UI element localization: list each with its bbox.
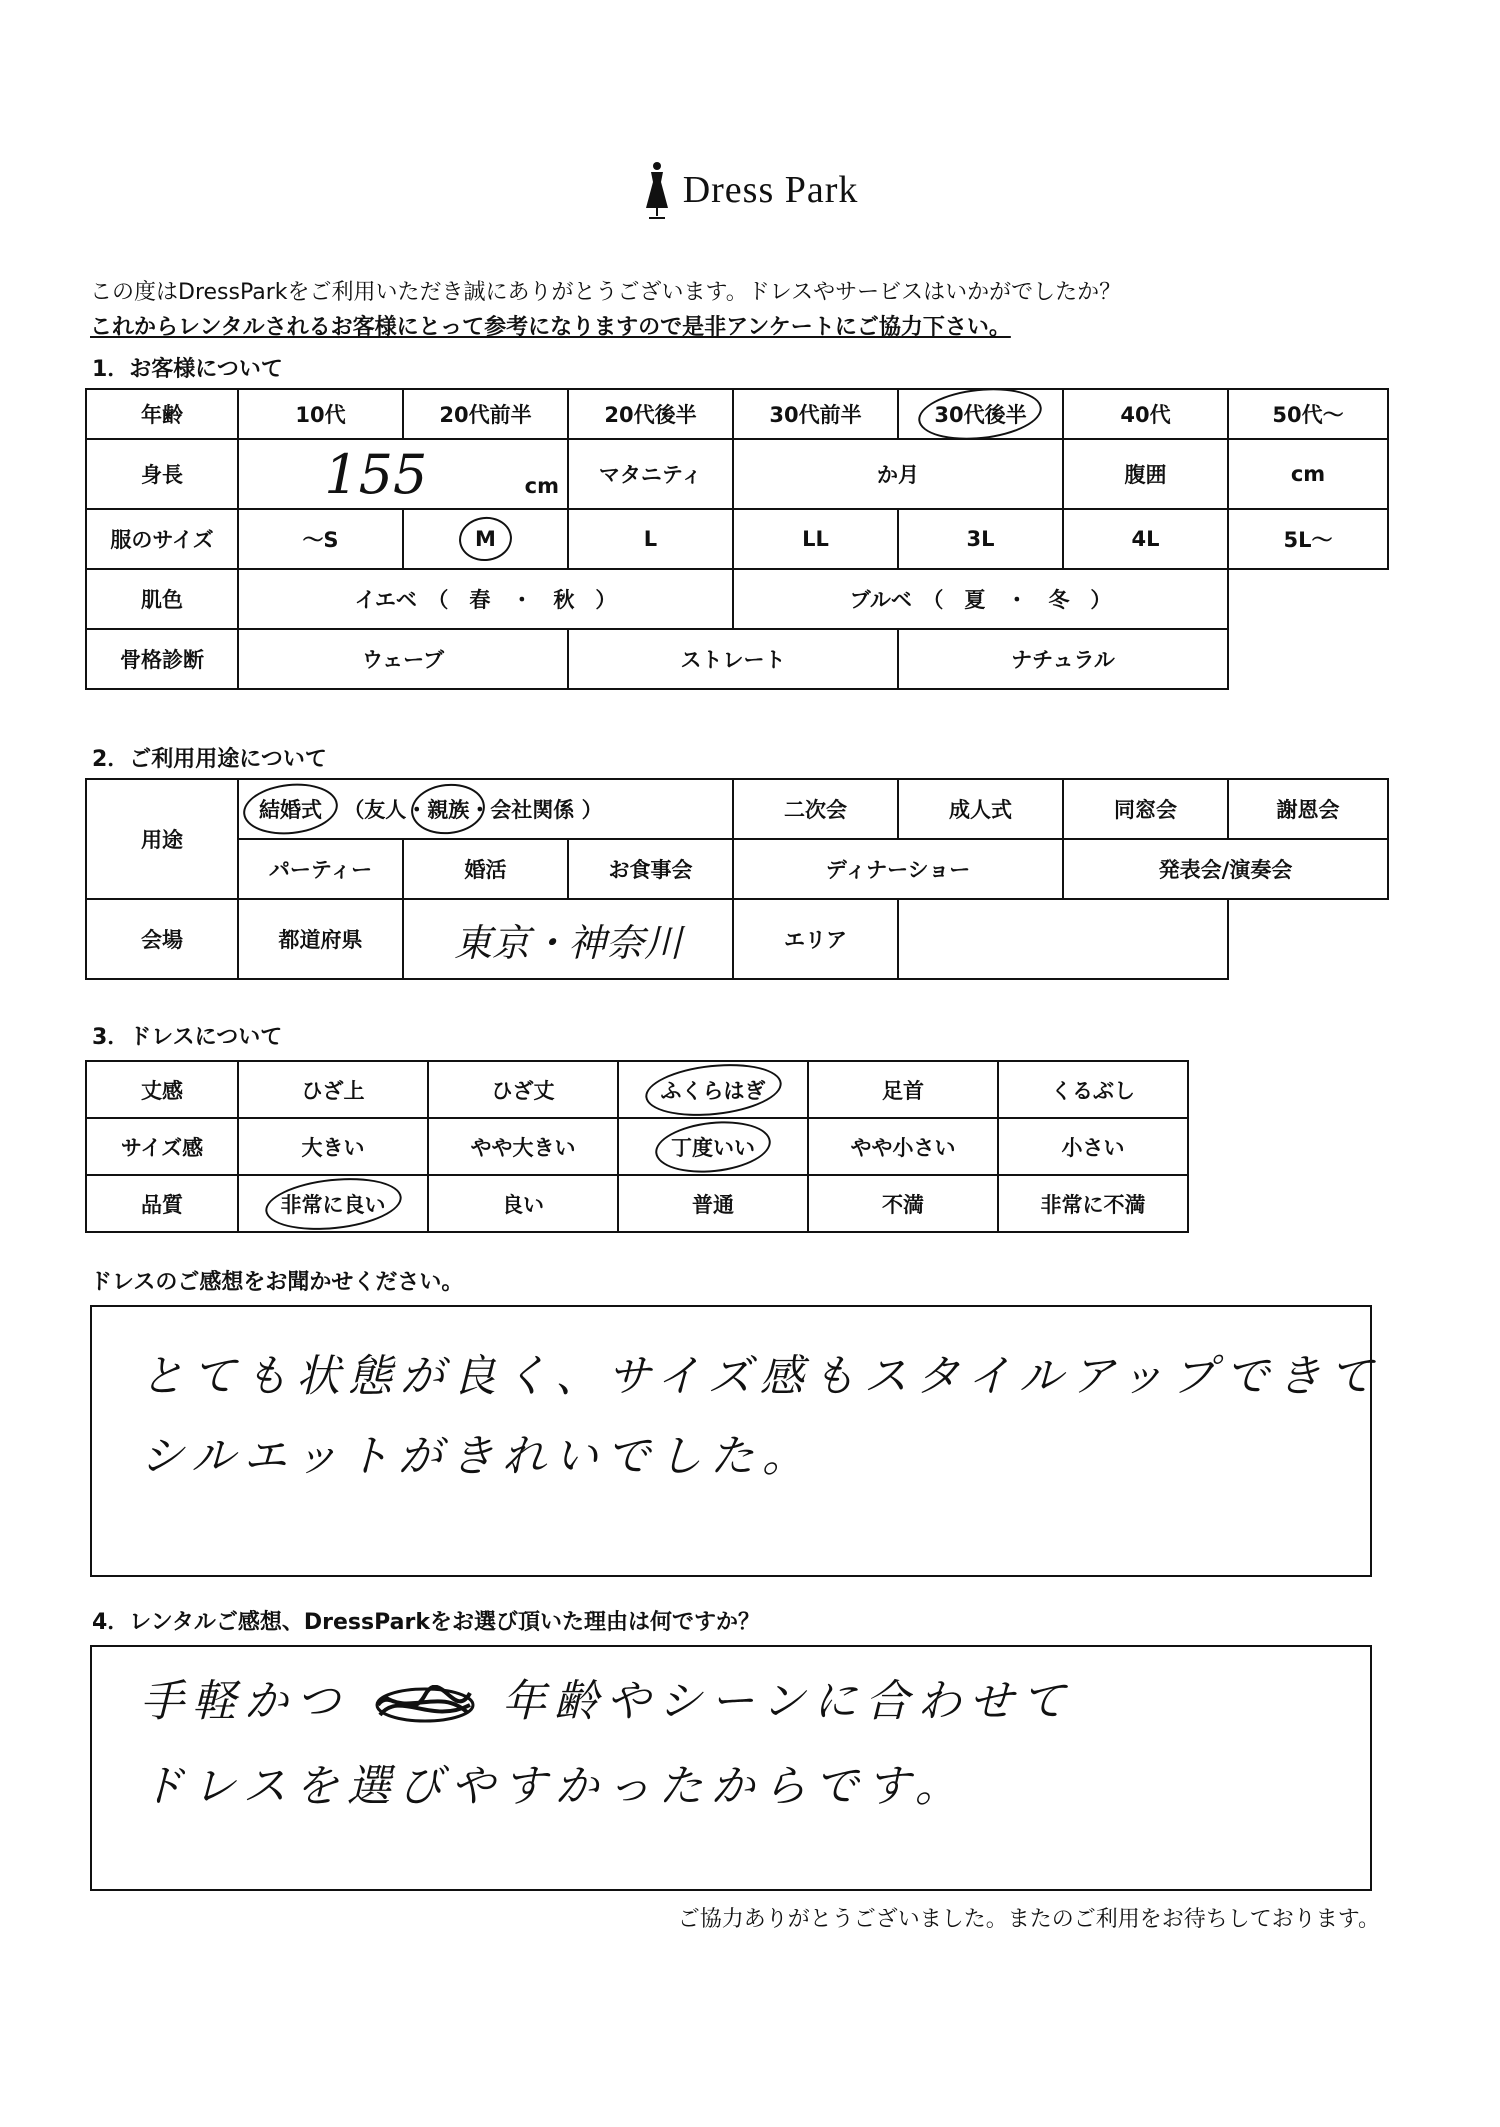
waist-unit: cm (1290, 462, 1326, 486)
prefecture-field[interactable] (403, 899, 733, 979)
area-label: エリア (733, 899, 898, 979)
purpose-option[interactable]: 二次会 (733, 779, 898, 839)
length-option[interactable]: ひざ丈 (428, 1061, 618, 1118)
age-option[interactable]: 50代～ (1228, 389, 1388, 439)
length-option[interactable]: ひざ上 (238, 1061, 428, 1118)
skin-yellow[interactable]: イエベ （ 春 ・ 秋 ） (238, 569, 733, 629)
prefecture-label: 都道府県 (238, 899, 403, 979)
frame-option[interactable]: ストレート (568, 629, 898, 689)
age-option[interactable]: 20代前半 (403, 389, 568, 439)
section3-title: 3．ドレスについて (92, 1025, 283, 1050)
fit-label: サイズ感 (86, 1118, 238, 1175)
crossed-out-scribble (370, 1685, 480, 1725)
fit-option[interactable]: 大きい (238, 1118, 428, 1175)
selected-circle: 非常に良い (281, 1189, 386, 1219)
wedding-option[interactable]: 結婚式 （友人・親族・会社関係 ） (238, 779, 733, 839)
length-option-selected[interactable] (618, 1061, 808, 1118)
dress-comment-line: とても状態が良く、サイズ感もスタイルアップできて (140, 1351, 1381, 1402)
section1-title: 1．お客様について (92, 357, 283, 382)
selected-circle: 親族 (427, 794, 469, 824)
age-option[interactable]: 40代 (1063, 389, 1228, 439)
comment-prompt: ドレスのご感想をお聞かせください。 (90, 1270, 464, 1295)
length-option[interactable]: 足首 (808, 1061, 998, 1118)
maternity-label: マタニティ (568, 439, 733, 509)
purpose-option[interactable]: ディナーショー (733, 839, 1063, 899)
size-option[interactable]: 5L～ (1228, 509, 1388, 569)
section4-title: 4．レンタルご感想、DressParkをお選び頂いた理由は何ですか？ (92, 1610, 760, 1635)
quality-option[interactable]: 普通 (618, 1175, 808, 1232)
length-label: 丈感 (86, 1061, 238, 1118)
reason-line: ドレスを選びやすかったからです。 (140, 1761, 967, 1812)
selected-circle: M (475, 527, 496, 551)
age-option[interactable]: 20代後半 (568, 389, 733, 439)
size-option[interactable]: 4L (1063, 509, 1228, 569)
size-option-selected[interactable] (403, 509, 568, 569)
height-unit: cm (524, 473, 559, 498)
age-option[interactable]: 10代 (238, 389, 403, 439)
dress-comment-line: シルエットがきれいでした。 (140, 1431, 815, 1482)
dress-form-icon (642, 160, 672, 220)
purpose-option[interactable]: 謝恩会 (1228, 779, 1388, 839)
size-option[interactable]: ～S (238, 509, 403, 569)
fit-option[interactable]: やや大きい (428, 1118, 618, 1175)
size-label: 服のサイズ (86, 509, 238, 569)
purpose-option[interactable]: パーティー (238, 839, 403, 899)
height-value: 155 (324, 442, 428, 506)
reason-line: 手軽かつ 年齢やシーンに合わせて (140, 1676, 1074, 1727)
brand-name: Dress Park (682, 169, 859, 211)
size-option[interactable]: 3L (898, 509, 1063, 569)
age-label: 年齢 (86, 389, 238, 439)
dress-table (85, 1060, 1189, 1233)
height-field[interactable] (238, 439, 568, 509)
age-option[interactable]: 30代前半 (733, 389, 898, 439)
frame-option[interactable]: ナチュラル (898, 629, 1228, 689)
fit-option[interactable]: やや小さい (808, 1118, 998, 1175)
purpose-option[interactable]: お食事会 (568, 839, 733, 899)
age-option-selected[interactable] (898, 389, 1063, 439)
selected-circle: 丁度いい (671, 1132, 755, 1162)
purpose-option[interactable]: 成人式 (898, 779, 1063, 839)
selected-circle: 結婚式 (259, 794, 322, 824)
brand-logo (0, 160, 1500, 220)
quality-label: 品質 (86, 1175, 238, 1232)
waist-label: 腹囲 (1063, 439, 1228, 509)
selected-circle: 30代後半 (934, 399, 1026, 429)
customer-table (85, 388, 1389, 690)
length-option[interactable]: くるぶし (998, 1061, 1188, 1118)
frame-label: 骨格診断 (86, 629, 238, 689)
prefecture-value: 東京・神奈川 (453, 920, 682, 965)
size-option[interactable]: L (568, 509, 733, 569)
fit-option[interactable]: 小さい (998, 1118, 1188, 1175)
intro-text: この度はDressParkをご利用いただき誠にありがとうございます。ドレスやサービスはいかがでしたか？ (90, 280, 1122, 305)
area-field[interactable] (898, 899, 1228, 979)
waist-field[interactable] (1228, 439, 1388, 509)
selected-circle: ふくらはぎ (661, 1075, 766, 1105)
purpose-option[interactable]: 婚活 (403, 839, 568, 899)
maternity-field[interactable] (733, 439, 1063, 509)
section2-title: 2．ご利用用途について (92, 747, 327, 772)
fit-option-selected[interactable] (618, 1118, 808, 1175)
purpose-label: 用途 (86, 779, 238, 899)
size-option[interactable]: LL (733, 509, 898, 569)
quality-option[interactable]: 非常に不満 (998, 1175, 1188, 1232)
frame-option[interactable]: ウェーブ (238, 629, 568, 689)
skin-blue[interactable]: ブルベ （ 夏 ・ 冬 ） (733, 569, 1228, 629)
quality-option[interactable]: 不満 (808, 1175, 998, 1232)
footer-thanks: ご協力ありがとうございました。またのご利用をお待ちしております。 (677, 1907, 1380, 1932)
height-label: 身長 (86, 439, 238, 509)
purpose-table (85, 778, 1389, 980)
quality-option-selected[interactable] (238, 1175, 428, 1232)
months-unit: か月 (877, 463, 919, 487)
venue-label: 会場 (86, 899, 238, 979)
purpose-option[interactable]: 同窓会 (1063, 779, 1228, 839)
intro-request: これからレンタルされるお客様にとって参考になりますので是非アンケートにご協力下さい。 (90, 315, 1011, 340)
quality-option[interactable]: 良い (428, 1175, 618, 1232)
purpose-option[interactable]: 発表会/演奏会 (1063, 839, 1388, 899)
skin-label: 肌色 (86, 569, 238, 629)
